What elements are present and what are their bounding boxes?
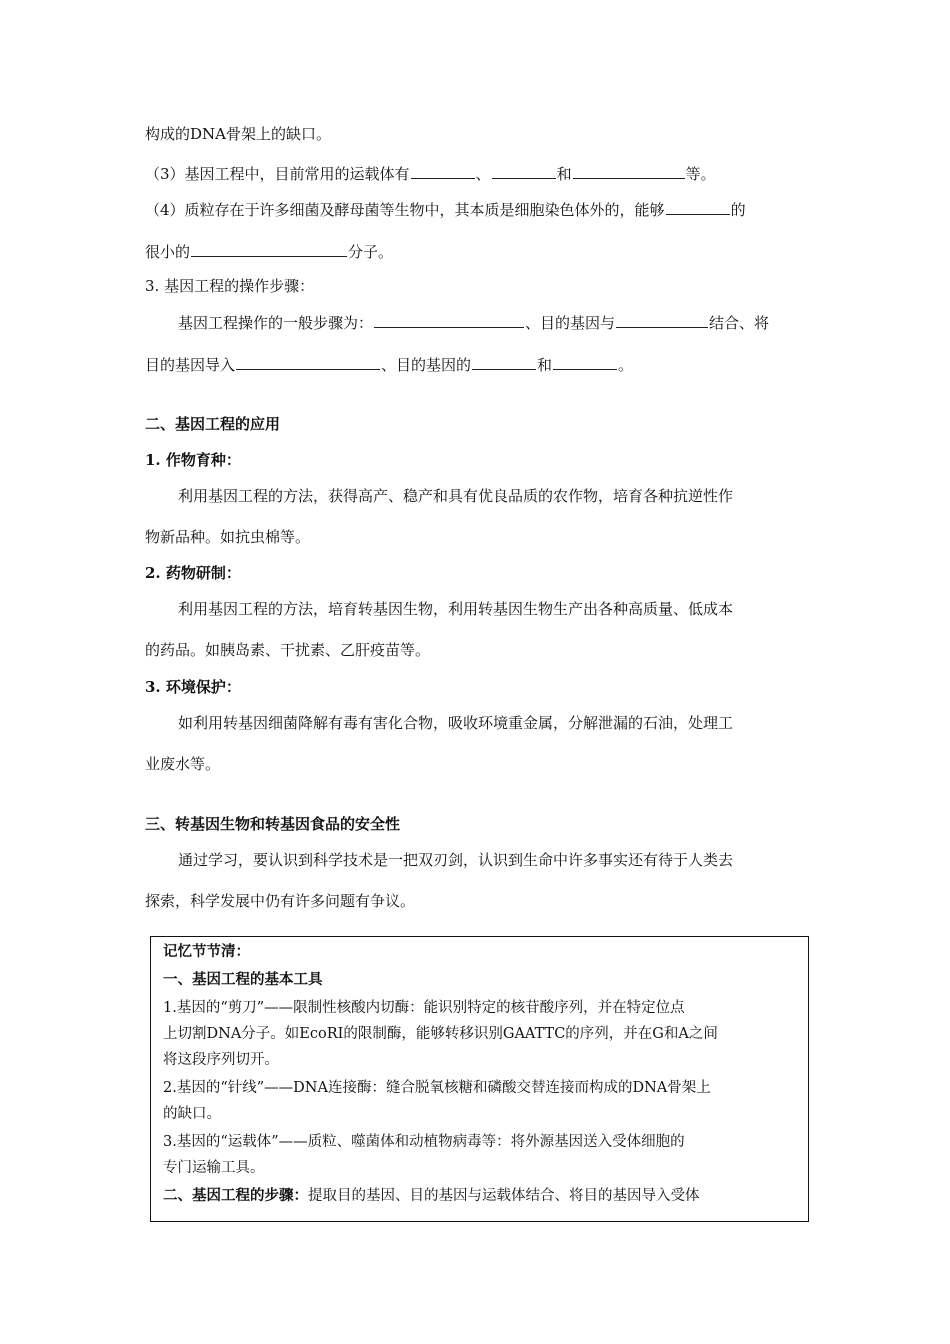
- separator-text: 、: [475, 165, 491, 183]
- box-title: 记忆节节清：: [163, 943, 250, 960]
- paragraph-line: 利用基因工程的方法，获得高产、稳产和具有优良品质的农作物，培育各种抗逆性作: [178, 487, 734, 505]
- question-3-line: [145, 163, 716, 184]
- steps-continued-line: [145, 354, 633, 375]
- steps-line: [178, 312, 769, 333]
- paragraph-line: 业废水等。: [145, 755, 221, 773]
- paragraph-line: 利用基因工程的方法，培育转基因生物，利用转基因生物生产出各种高质量、低成本: [178, 600, 734, 618]
- memory-summary-box: [150, 936, 809, 1222]
- line-end-text: 。: [618, 356, 634, 374]
- answer-blank[interactable]: [666, 199, 730, 215]
- question-4-text: （4）质粒存在于许多细菌及酵母菌等生物中，其本质是细胞染色体外的，能够: [145, 201, 665, 219]
- question-4-continued-line: [145, 241, 393, 262]
- subsection-title: 3. 环境保护：: [145, 678, 241, 696]
- question-3-text: （3）基因工程中，目前常用的运载体有: [145, 165, 410, 183]
- line-start-text: 目的基因导入: [145, 356, 236, 374]
- line-end-text: 分子。: [348, 243, 394, 261]
- paragraph-line: 物新品种。如抗虫棉等。: [145, 528, 311, 546]
- paragraph-line: 的药品。如胰岛素、干扰素、乙肝疫苗等。: [145, 641, 431, 659]
- answer-blank[interactable]: [191, 241, 347, 257]
- box-heading: 一、基因工程的基本工具: [163, 971, 323, 988]
- box-text: 提取目的基因、目的基因与运载体结合、将目的基因导入受体: [308, 1188, 700, 1204]
- box-text-line: 3.基因的“运载体”——质粒、噬菌体和动植物病毒等：将外源基因送入受体细胞的: [163, 1134, 685, 1150]
- subsection-title: 1. 作物育种：: [145, 451, 241, 469]
- box-text-line: 1.基因的“剪刀”——限制性核酸内切酶：能识别特定的核苷酸序列，并在特定位点: [163, 1000, 685, 1016]
- line-start-text: 很小的: [145, 243, 191, 261]
- box-text-line: 的缺口。: [163, 1106, 221, 1122]
- line-end-text: 等。: [685, 165, 716, 183]
- middle-text: 、目的基因与: [525, 314, 616, 332]
- middle-text: 、目的基因的: [381, 356, 472, 374]
- box-text-line: 上切割DNA分子。如EcoRI的限制酶，能够转移识别GAATTC的序列，并在G和A之间: [163, 1026, 718, 1042]
- box-heading: 二、基因工程的步骤：: [163, 1187, 308, 1204]
- box-text-line: [163, 1186, 700, 1206]
- answer-blank[interactable]: [553, 354, 617, 370]
- line-end-text: 的: [730, 201, 746, 219]
- answer-blank[interactable]: [616, 312, 708, 328]
- answer-blank[interactable]: [374, 312, 524, 328]
- subsection-title: 2. 药物研制：: [145, 564, 241, 582]
- section-heading: 3. 基因工程的操作步骤：: [145, 277, 315, 295]
- box-text-line: 2.基因的“针线”——DNA连接酶：缝合脱氧核糖和磷酸交替连接而构成的DNA骨架上: [163, 1080, 711, 1096]
- answer-blank[interactable]: [472, 354, 536, 370]
- answer-blank[interactable]: [492, 163, 556, 179]
- line-end-text: 结合、将: [709, 314, 770, 332]
- box-text-line: 专门运输工具。: [163, 1160, 265, 1176]
- section-2-heading: 二、基因工程的应用: [145, 415, 281, 433]
- separator-text: 和: [556, 165, 572, 183]
- line-start-text: 基因工程操作的一般步骤为：: [178, 314, 374, 332]
- section-3-heading: 三、转基因生物和转基因食品的安全性: [145, 815, 401, 833]
- answer-blank[interactable]: [411, 163, 475, 179]
- box-text-line: 将这段序列切开。: [163, 1052, 279, 1068]
- paragraph-line: 通过学习，要认识到科学技术是一把双刃剑，认识到生命中许多事实还有待于人类去: [178, 851, 734, 869]
- answer-blank[interactable]: [236, 354, 380, 370]
- text-line: 构成的DNA骨架上的缺口。: [145, 125, 331, 143]
- paragraph-line: 如利用转基因细菌降解有毒有害化合物，吸收环境重金属，分解泄漏的石油，处理工: [178, 714, 734, 732]
- paragraph-line: 探索，科学发展中仍有许多问题有争议。: [145, 892, 416, 910]
- middle-text: 和: [537, 356, 553, 374]
- question-4-line: [145, 199, 746, 220]
- answer-blank[interactable]: [573, 163, 685, 179]
